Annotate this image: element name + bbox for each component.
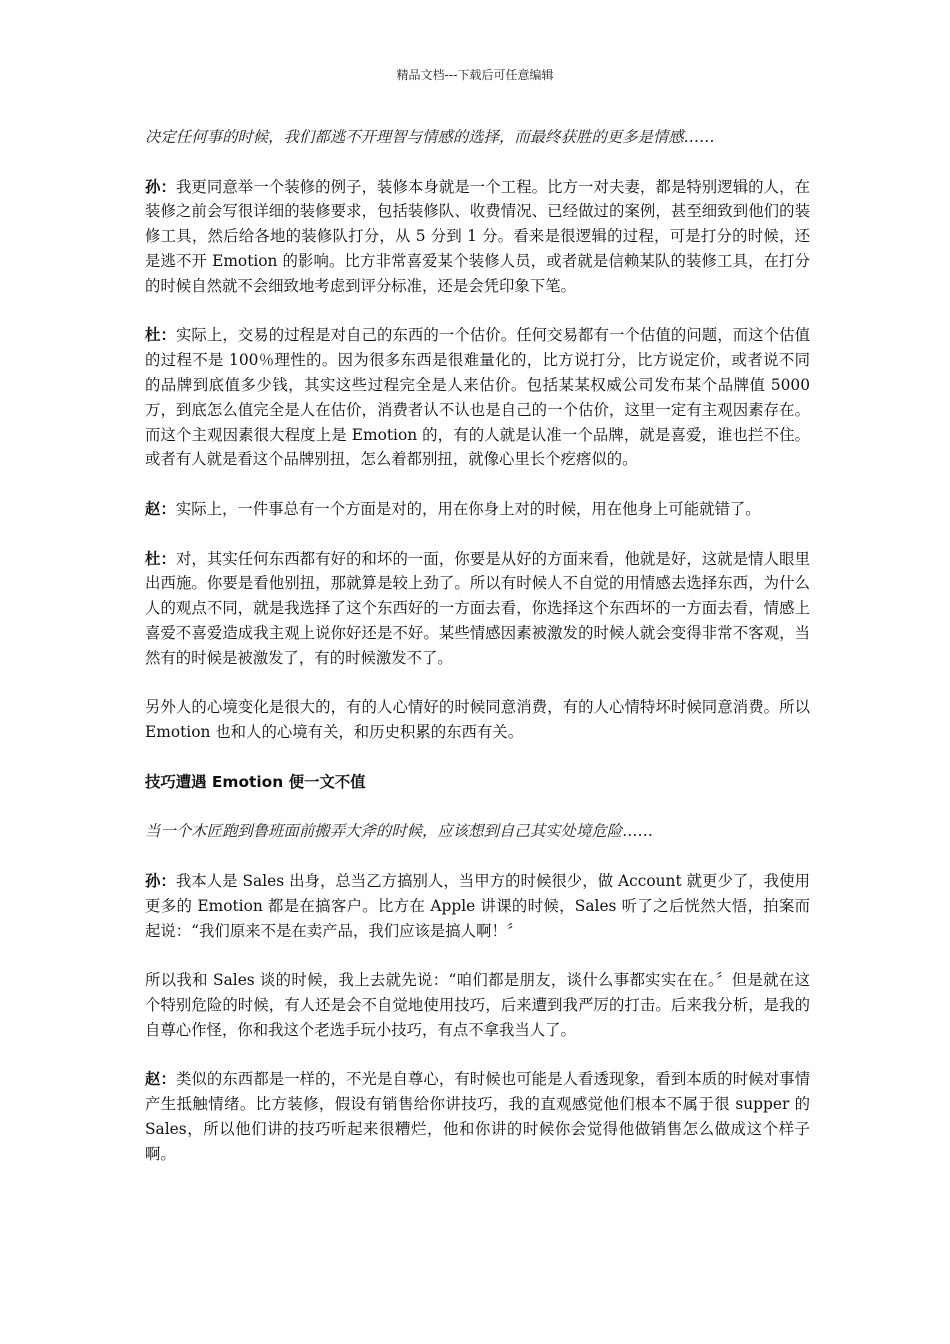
quote-intro: 决定任何事的时候，我们都逃不开理智与情感的选择，而最终获胜的更多是情感…… [145,128,715,146]
paragraph-text: 类似的东西都是一样的，不光是自尊心，有时候也可能是人看透现象，看到本质的时候对事情产生抵触情绪。比方装修，假设有销售给你讲技巧，我的直观感觉他们根本不属于很 supper 的 Sales，所以他们讲的技巧听起来很糟烂，他和你讲的时候你会觉得他做销售怎么做成这个样子啊。 [145,1070,810,1163]
speaker-label: 孙： [145,871,176,890]
paragraph-du-2 [145,547,810,671]
speaker-label: 杜： [145,549,176,568]
page-header: 精品文档---下载后可任意编辑 [396,68,554,82]
paragraph-du-1 [145,323,810,472]
speaker-label: 赵： [145,1070,176,1089]
paragraph-text: 实际上，交易的过程是对自己的东西的一个估价。任何交易都有一个估值的问题，而这个估值的过程不是 100％理性的。因为很多东西是很难量化的，比方说打分，比方说定价，或者说不同的品牌到底值多少钱，其实这些过程完全是人来估价。包括某某权威公司发布某个品牌值 5000 万，到底怎么值完全是人在估价，消费者认不认也是自己的一个估价，这里一定有主观因素存在。而这个主观因素很大程度上是 Emotion 的，有的人就是认准一个品牌，就是喜爱，谁也拦不住。或者有人就是看这个品牌别扭，怎么着都别扭，就像心里长个疙瘩似的。 [145,326,810,469]
speaker-label: 赵： [145,499,176,518]
paragraph-text: 我更同意举一个装修的例子，装修本身就是一个工程。比方一对夫妻，都是特别逻辑的人，在装修之前会写很详细的装修要求，包括装修队、收费情况、已经做过的案例，甚至细致到他们的装修工具，然后给各地的装修队打分，从 5 分到 1 分。看来是很逻辑的过程，可是打分的时候，还是逃不开 Emotion 的影响。比方非常喜爱某个装修人员，或者就是信赖某队的装修工具，在打分的时候自然就不会细致地考虑到评分标准，还是会凭印象下笔。 [145,177,810,295]
paragraph-sun-2 [145,869,810,943]
paragraph-sun-1 [145,175,810,299]
speaker-label: 孙： [145,177,176,196]
paragraph-text: 实际上，一件事总有一个方面是对的，用在你身上对的时候，用在他身上可能就错了。 [175,499,761,518]
quote-section: 当一个木匠跑到鲁班面前搬弄大斧的时候，应该想到自己其实处境危险…… [145,822,653,841]
document-body [145,125,810,1191]
paragraph-sales-talk: 所以我和 Sales 谈的时候，我上去就先说：“咱们都是朋友，谈什么事都实实在在。〞但是就在这个特别危险的时候，有人还是会不自觉地使用技巧，后来遭到我严厉的打击。后来我分析，是我的自尊心作怪，你和我这个老选手玩小技巧，有点不拿我当人了。 [145,971,810,1039]
paragraph-zhao-1 [145,497,810,522]
paragraph-zhao-2 [145,1067,810,1166]
paragraph-text: 对，其实任何东西都有好的和坏的一面，你要是从好的方面来看，他就是好，这就是情人眼里出西施。你要是看他别扭，那就算是较上劲了。所以有时候人不自觉的用情感去选择东西，为什么人的观点不同，就是我选择了这个东西好的一方面去看，你选择这个东西坏的一方面去看，情感上喜爱不喜爱造成我主观上说你好还是不好。某些情感因素被激发的时候人就会变得非常不客观，当然有的时候是被激发了，有的时候激发不了。 [145,549,810,667]
paragraph-text: 我本人是 Sales 出身，总当乙方搞别人，当甲方的时候很少，做 Account 就更少了，我使用更多的 Emotion 都是在搞客户。比方在 Apple 讲课的时候，Sales 听了之后恍然大悟，拍案而起说：“我们原来不是在卖产品，我们应该是搞人啊！〞 [145,871,810,940]
section-heading: 技巧遭遇 Emotion 便一文不值 [145,772,366,791]
paragraph-mood: 另外人的心境变化是很大的，有的人心情好的时候同意消费，有的人心情特坏时候同意消费。所以 Emotion 也和人的心境有关，和历史积累的东西有关。 [145,698,810,742]
speaker-label: 杜： [145,326,176,345]
